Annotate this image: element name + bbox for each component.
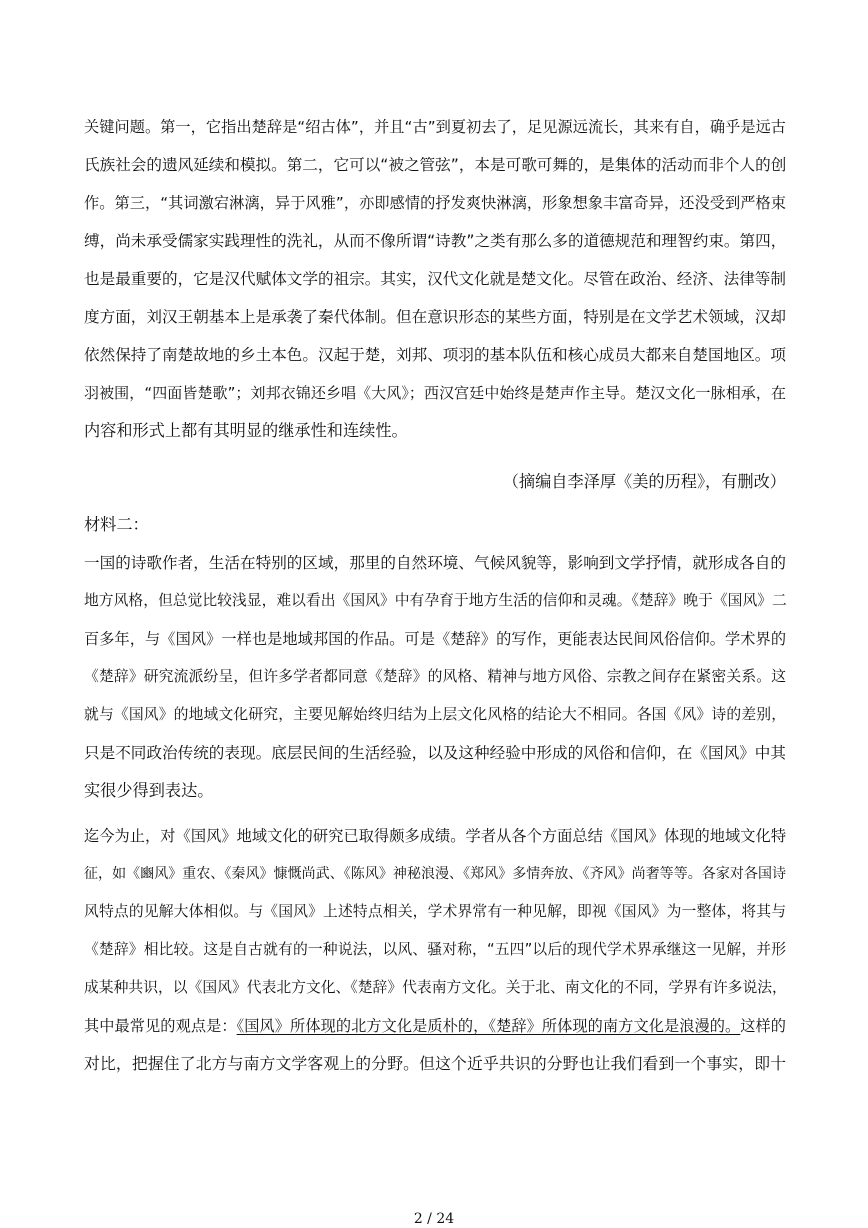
text-line: 地方风格，但总觉比较浅显，难以看出《国风》中有孕育于地方生活的信仰和灵魂。《楚辞》晚于《国风》二 bbox=[84, 592, 787, 609]
text-line: 《楚辞》研究流派纷呈，但许多学者都同意《楚辞》的风格、精神与地方风俗、宗教之间存在紧密关系。这 bbox=[84, 668, 786, 685]
text-line: 就与《国风》的地域文化研究，主要见解始终归结为上层文化风格的结论大不相同。各国《风》诗的差别， bbox=[84, 706, 786, 723]
text-line: 百多年，与《国风》一样也是地域邦国的作品。可是《楚辞》的写作，更能表达民间风俗信仰。学术界的 bbox=[84, 630, 786, 648]
text-line-with-underline bbox=[84, 1016, 786, 1036]
text-line: 依然保持了南楚故地的乡土本色。汉起于楚，刘邦、项羽的基本队伍和核心成员大都来自楚国地区。项 bbox=[84, 346, 786, 364]
text-line: 对比，把握住了北方与南方文学客观上的分野。但这个近乎共识的分野也让我们看到一个事实，即十 bbox=[84, 1054, 786, 1073]
text-line: 一国的诗歌作者，生活在特别的区域，那里的自然环境、气候风貌等，影响到文学抒情，就形成各自的 bbox=[84, 554, 786, 572]
underlined-sentence: 《国风》所体现的北方文化是质朴的，《楚辞》所体现的南方文化是浪漫的。 bbox=[236, 1017, 741, 1035]
text-line: 缚，尚未承受儒家实践理性的洗礼，从而不像所谓“诗教”之类有那么多的道德规范和理智约束。第四， bbox=[84, 232, 787, 250]
text-line: 迄今为止，对《国风》地域文化的研究已取得颇多成绩。学者从各个方面总结《国风》体现的地域文化特 bbox=[84, 827, 786, 845]
text-segment: 其中最常见的观点是： bbox=[84, 1017, 237, 1035]
text-line: 风特点的见解大体相似。与《国风》上述特点相关，学术界常有一种见解，即视《国风》为一整体，将其与 bbox=[84, 903, 786, 920]
source-citation: （摘编自李泽厚《美的历程》，有删改） bbox=[502, 472, 786, 491]
page-number: 2 / 24 bbox=[413, 1211, 455, 1227]
text-line: 羽被围，“四面皆楚歌”；刘邦衣锦还乡唱《大风》；西汉宫廷中始终是楚声作主导。楚汉文化一脉相承，在 bbox=[84, 384, 786, 402]
text-line: 也是最重要的，它是汉代赋体文学的祖宗。其实，汉代文化就是楚文化。尽管在政治、经济、法律等制 bbox=[84, 270, 786, 288]
text-line: 实很少得到表达。 bbox=[84, 781, 214, 800]
section-heading: 材料二： bbox=[84, 515, 149, 534]
text-line: 度方面，刘汉王朝基本上是承袭了秦代体制。但在意识形态的某些方面，特别是在文学艺术领域，汉却 bbox=[84, 308, 786, 326]
text-segment: 这样的 bbox=[740, 1017, 786, 1035]
text-line: 征，如《豳风》重农、《秦风》慷慨尚武、《陈风》神秘浪漫、《郑风》多情奔放、《齐风》尚奢等等。各家对各国诗 bbox=[84, 866, 786, 882]
text-line: 内容和形式上都有其明显的继承性和连续性。 bbox=[84, 421, 408, 440]
text-line: 关键问题。第一，它指出楚辞是“绍古体”，并且“古”到夏初去了，足见源远流长，其来有自，确乎是远古 bbox=[84, 118, 786, 136]
text-line: 《楚辞》相比较。这是自古就有的一种说法，以风、骚对称，“五四”以后的现代学术界承继这一见解，并形 bbox=[84, 941, 786, 958]
text-line: 作。第三，“其词激宕淋漓，异于风雅”，亦即感情的抒发爽快淋漓，形象想象丰富奇异，还没受到严格束 bbox=[84, 194, 786, 212]
text-line: 只是不同政治传统的表现。底层民间的生活经验，以及这种经验中形成的风俗和信仰，在《国风》中其 bbox=[84, 744, 786, 762]
text-line: 成某种共识，以《国风》代表北方文化、《楚辞》代表南方文化。关于北、南文化的不同，学界有许多说法， bbox=[84, 979, 787, 996]
text-line: 氏族社会的遗风延续和模拟。第二，它可以“被之管弦”，本是可歌可舞的，是集体的活动而非个人的创 bbox=[84, 156, 787, 174]
